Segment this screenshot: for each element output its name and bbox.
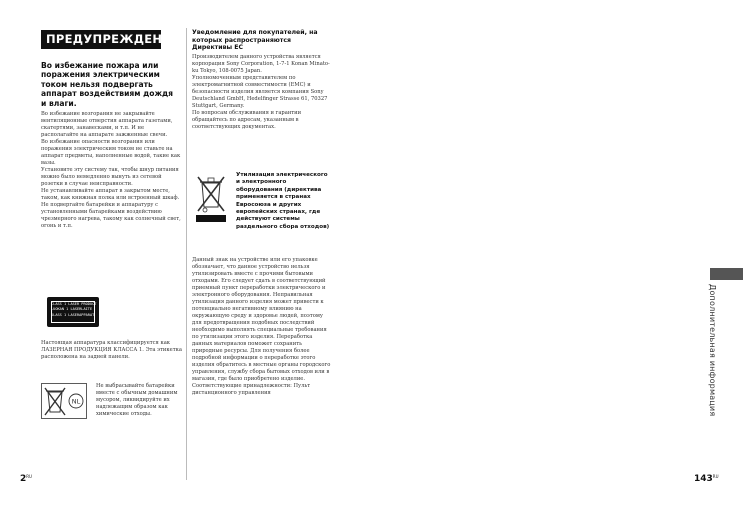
laser-label-line: LUOKAN 1 LASERLAITE [51, 307, 93, 312]
eu-notice-paragraph: Производителем данного устройства является корпорация Sony Corporation, 1-7-1 Konan Minato-ku Tokyo, 108-0075 Japan. [192, 53, 330, 74]
warning-paragraph: Во избежание возгорания не закрывайте вентиляционные отверстия аппарата газетами, скатертями, занавесками, и т.п. И не располагайте на аппарате зажженные свечи. [41, 111, 173, 139]
warning-banner: ПРЕДУПРЕЖДЕНИЕ [41, 30, 161, 49]
side-section-label [705, 284, 719, 417]
eu-notice-section [192, 29, 330, 131]
side-section-text: Дополнительная информация [708, 284, 717, 417]
laser-label-line: KLASS 1 LASERAPPARAT [51, 312, 95, 317]
warning-paragraph: Установите эту систему так, чтобы шнур питания можно было немедленно вынуть из сетевой розетки в случае неисправности. [41, 167, 179, 188]
eu-notice-paragraph: По вопросам обслуживания и гарантии обращайтесь по адресам, указанным в соответствующих документах. [192, 109, 302, 130]
weee-paragraph: Данный знак на устройстве или его упаковке обозначает, что данное устройство нельзя утилизировать вместе с прочими бытовыми отходами. Его следует сдать в соответствующий приемный пункт переработки электрического и электронного оборудования. Неправильная утилизация данного изделия может привести к потенциально негативному влиянию на окружающую среду и здоровье людей, поэтому для предотвращения подобных последствий необходимо выполнять специальные требования по утилизации этого изделия. Переработка данных материалов поможет сохранить природные ресурсы. Для получения более подробной информации о переработке этого изделия обратитесь в местные органы городского управления, службу сбора бытовых отходов или в магазин, где было приобретено изделие. [192, 257, 331, 382]
accessories-text: Соответствующие принадлежности: Пульт дистанционного управления [192, 383, 311, 396]
page-number-right: $143^{RU}$ [694, 474, 719, 484]
column-divider [186, 28, 187, 480]
laser-class-text: Настоящая аппаратура классифицируется как ЛАЗЕРНАЯ ПРОДУКЦИЯ КЛАССА 1. Эта этикетка расположена на задней панели. [41, 340, 182, 360]
warning-section [41, 30, 181, 230]
eu-notice-paragraph: Уполномоченным представителем по электромагнитной совместимости (EMC) и безопасности изделия является компания Sony Deutschland GmbH, Hedelfinger Strasse 61, 70327 Stuttgart, Germany. [192, 74, 328, 109]
battery-nl-badge: NL [71, 397, 81, 406]
warning-heading: Во избежание пожара или поражения электрическим током нельзя подвергать аппарат воздействиям дождя и влаги. [41, 61, 174, 108]
warning-paragraph: Не устанавливайте аппарат в закрытом месте, таком, как книжная полка или встроенный шкаф. [41, 188, 180, 202]
laser-label-line: CLASS 1 LASER PRODUCT [51, 302, 97, 306]
laser-product-label [47, 297, 99, 327]
weee-section [192, 257, 332, 397]
battery-disposal-text: Не выбрасывайте батарейки вместе с обычным домашним мусором, ликвидируйте их надлежащим образом как химические отходы. [96, 383, 178, 417]
weee-bin-icon [194, 173, 228, 223]
warning-paragraph: Не подвергайте батарейки и аппаратуру с установленными батарейками воздействию чрезмерного нагрева, такому как солнечный свет, огонь и т.п. [41, 202, 181, 230]
page-number-left: $2^{RU}$ [20, 474, 32, 484]
battery-disposal-icon [41, 383, 87, 419]
eu-notice-heading: Уведомление для покупателей, на которых распространяются Директивы ЕС [192, 29, 318, 52]
warning-paragraph: Во избежание опасности возгорания или поражения электрическим током не ставьте на аппарат предметы, наполненные водой, такие как вазы. [41, 139, 181, 167]
weee-title: Утилизация электрического и электронного оборудования (директива применяется в странах Евросоюза и других европейских странах, где действуют системы раздельного сбора отходов) [236, 172, 330, 230]
section-tab-marker [710, 268, 743, 280]
